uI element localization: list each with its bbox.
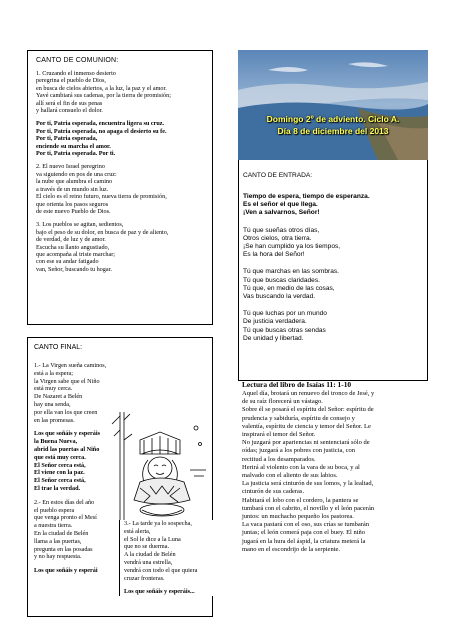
text-line: Los que soñáis y esperáis [34,430,101,438]
text-line: por ella van los que creen [34,408,98,416]
text-line: llama a las puertas, [34,537,82,545]
text-line: pregunta en las posadas [34,545,93,553]
text-line: Tú que buscas otras sendas [243,326,326,334]
text-line: Escucha su llanto angustiado, [36,243,110,251]
text-line: 2.- En estos días del año [34,498,95,506]
entrada-stanza-2 [243,268,423,301]
text-line: Tú que luchas por un mundo [243,310,327,318]
comunion-box [27,50,213,325]
text-line: valentía, espíritu de ciencia y temor del Señor. Le [242,422,371,430]
text-line: No juzgará por apariencias ni sentenciará sólo de [242,439,370,447]
text-line: Otros cielos, otra tierra. [243,234,312,242]
header-title-line-2: Día 8 de diciembre del 2013 [277,126,389,136]
text-line: Es la hora del Señor! [243,251,305,259]
text-line: malvado con el aliento de sus labios. [242,472,338,480]
text-line: ¡Ven a salvarnos, Señor! [243,209,320,217]
final-verse-2 [34,499,129,561]
text-line: vendrá con todo el que quiera [124,566,198,574]
text-line: juntos: un muchacho pequeño los pastorea. [242,513,354,521]
text-line: oídas; juzgará a los pobres con justicia, con [242,447,355,455]
comunion-verse-2 [36,163,206,215]
text-line: que acompaña al triste marchar; [36,250,116,258]
text-line: que está muy cerca. [34,453,86,461]
text-line: en las promesas. [34,416,75,424]
text-line: 1. Cruzando el inmenso desierto [36,70,116,77]
text-line: Por ti, Patria esperada, [36,135,98,143]
text-line: y hallará consuelo el dolor. [36,107,103,115]
text-line: la Buena Nueva, [34,438,78,446]
text-line: 3. Los pueblos se agitan, sedientos, [36,221,124,229]
text-line: Tú que sueñas otros días, [243,226,320,234]
comunion-chorus [36,120,206,157]
text-line: está muy cerca. [34,385,73,393]
text-line: De Nazaret a Belén [34,393,83,401]
text-line: Yavé cambiará sus cadenas, por la tierra de promisión; [36,92,171,100]
text-line: que orienta los pasos seguros [36,200,109,208]
text-line: A la ciudad de Belén [124,551,176,559]
text-line: inspirará el temor del Señor. [242,431,316,439]
text-line: jugará en la hura del áspid, la criatura meterá la [242,537,366,545]
text-line: El cielo es el reino futuro, nueva tierra de promisión, [36,193,167,201]
text-line: a través de un mundo sin luz. [36,185,109,193]
entrada-box [238,160,428,381]
text-line: el Sol le dice a la Luna [124,535,181,543]
reading-title: Lectura del libro de Isaías 11: 1-10 [242,380,352,389]
text-line: El Señor cerca está, [34,461,86,469]
header-title-line-1: Domingo 2º de adviento. Ciclo A. [266,114,400,124]
final-box [27,337,213,617]
text-line: Por ti, Patria esperada, no apaga el desierto su fe. [36,127,167,135]
text-line: en busca de cielos abiertos, a la luz, la paz y el amor. [36,84,167,92]
entrada-stanza-3 [243,310,423,343]
text-line: está a la espera; [34,369,73,377]
text-line: Herirá al violento con la vara de su boca, y al [242,463,360,471]
final-verse-2-refrain: Los que soñáis y esperái [34,567,98,575]
text-line: cinturón de sus caderas. [242,488,305,496]
text-line: Aquel día, brotará un renuevo del tronco de Jesé, y [242,390,375,397]
text-line: Tú que buscas claridades. [243,276,320,284]
text-line: y no hay respuesta. [34,553,82,561]
text-line: mano en el escondrijo de la serpiente. [242,545,341,553]
text-line: El viene con la paz. [34,469,85,477]
text-line: Tú que, en medio de las cosas, [243,284,335,292]
text-line: de su raíz florecerá un vástago. [242,398,323,406]
text-line: con ese su andar fatigado [36,258,99,266]
text-line: 2. El nuevo Israel peregrino [36,163,105,171]
header-photo [238,50,428,160]
text-line: Por ti, Patria esperada, encuentra ligera su cruz. [36,120,165,128]
text-line: De justicia verdadera. [243,318,307,326]
text-line: Es el señor el que llega. [243,201,318,209]
text-line: Vas buscando la verdad. [243,293,316,301]
text-line: 1.- La Virgen sueña caminos, [34,362,107,369]
text-line: prudencia y sabiduría, espíritu de consejo y [242,414,355,422]
final-column-1 [34,362,129,575]
comunion-title: CANTO DE COMUNION: [36,57,119,64]
text-line: La vaca pastará con el oso, sus crías se tumbarán [242,521,370,529]
text-line: tumbará con el cabrito, el novillo y el león pacerán [242,504,375,512]
text-line: que venga pronto el Mesí [34,514,97,522]
text-line: está alerta, [124,527,151,535]
text-line: que no se duerma. [124,543,170,551]
final-column-2 [119,520,216,596]
final-verse-3-refrain: Los que soñáis y esperáis... [124,588,195,596]
text-line: rectitud a los desamparados. [242,455,316,463]
text-line: El trae la verdad. [34,484,81,492]
text-line: La justicia será cinturón de sus lomos, y la lealtad, [242,480,374,488]
text-line: Sobre él se posará el espíritu del Señor: espíritu de [242,406,374,414]
text-line: ¡Se han cumplido ya los tiempos, [243,243,341,251]
text-line: Habitará el lobo con el cordero, la pantera se [242,496,359,504]
text-line: 3.- La tarde ya lo sospecha, [124,520,192,527]
text-line: de verdad, de luz y de amor. [36,236,106,244]
text-line: abrid las puertas al Niño [34,445,100,453]
text-line: la Virgen sabe que el Niño [34,377,100,385]
text-line: va siguiendo en pos de una cruz: [36,170,117,178]
entrada-title: CANTO DE ENTRADA: [243,172,313,179]
text-line: De unidad y libertad. [243,334,304,342]
text-line: cruzar fronteras. [124,574,165,582]
landscape-image [238,50,428,160]
text-line: van, Señor, buscando tu hogar. [36,265,112,273]
text-line: el pueblo espera [34,506,75,514]
final-chorus [34,430,129,492]
final-verse-1 [34,362,129,424]
text-line: vendrá una estrella, [124,558,173,566]
text-line: bajo el peso de su dolor, en busca de paz y de aliento, [36,228,169,236]
text-line: la nube que alumbra el camino [36,178,113,186]
reading-section [242,380,430,554]
text-line: allí será el fin de sus penas [36,99,103,107]
entrada-stanza-1 [243,227,423,260]
text-line: hay una senda, [34,400,71,408]
text-line: a nuestra tierra. [34,522,73,530]
final-title: CANTO FINAL: [34,344,83,351]
text-line: Por ti, Patria esperada. Por ti. [36,150,116,158]
text-line: enciende su marcha el amor. [36,142,111,150]
text-line: peregrina el pueblo de Dios, [36,77,106,85]
comunion-verse-1 [36,70,206,114]
text-line: Tú que marchas en las sombras. [243,268,340,276]
reading-body [242,390,430,554]
text-line: juntas; el león comerá paja con el buey. El niño [242,529,366,537]
entrada-chorus [243,193,423,218]
text-line: El Señor cerca está, [34,477,86,485]
comunion-verse-3 [36,221,206,273]
text-line: Tiempo de espera, tiempo de esperanza. [243,193,370,200]
text-line: de este nuevo Pueblo de Dios. [36,207,111,215]
text-line: En la ciudad de Belén [34,529,89,537]
